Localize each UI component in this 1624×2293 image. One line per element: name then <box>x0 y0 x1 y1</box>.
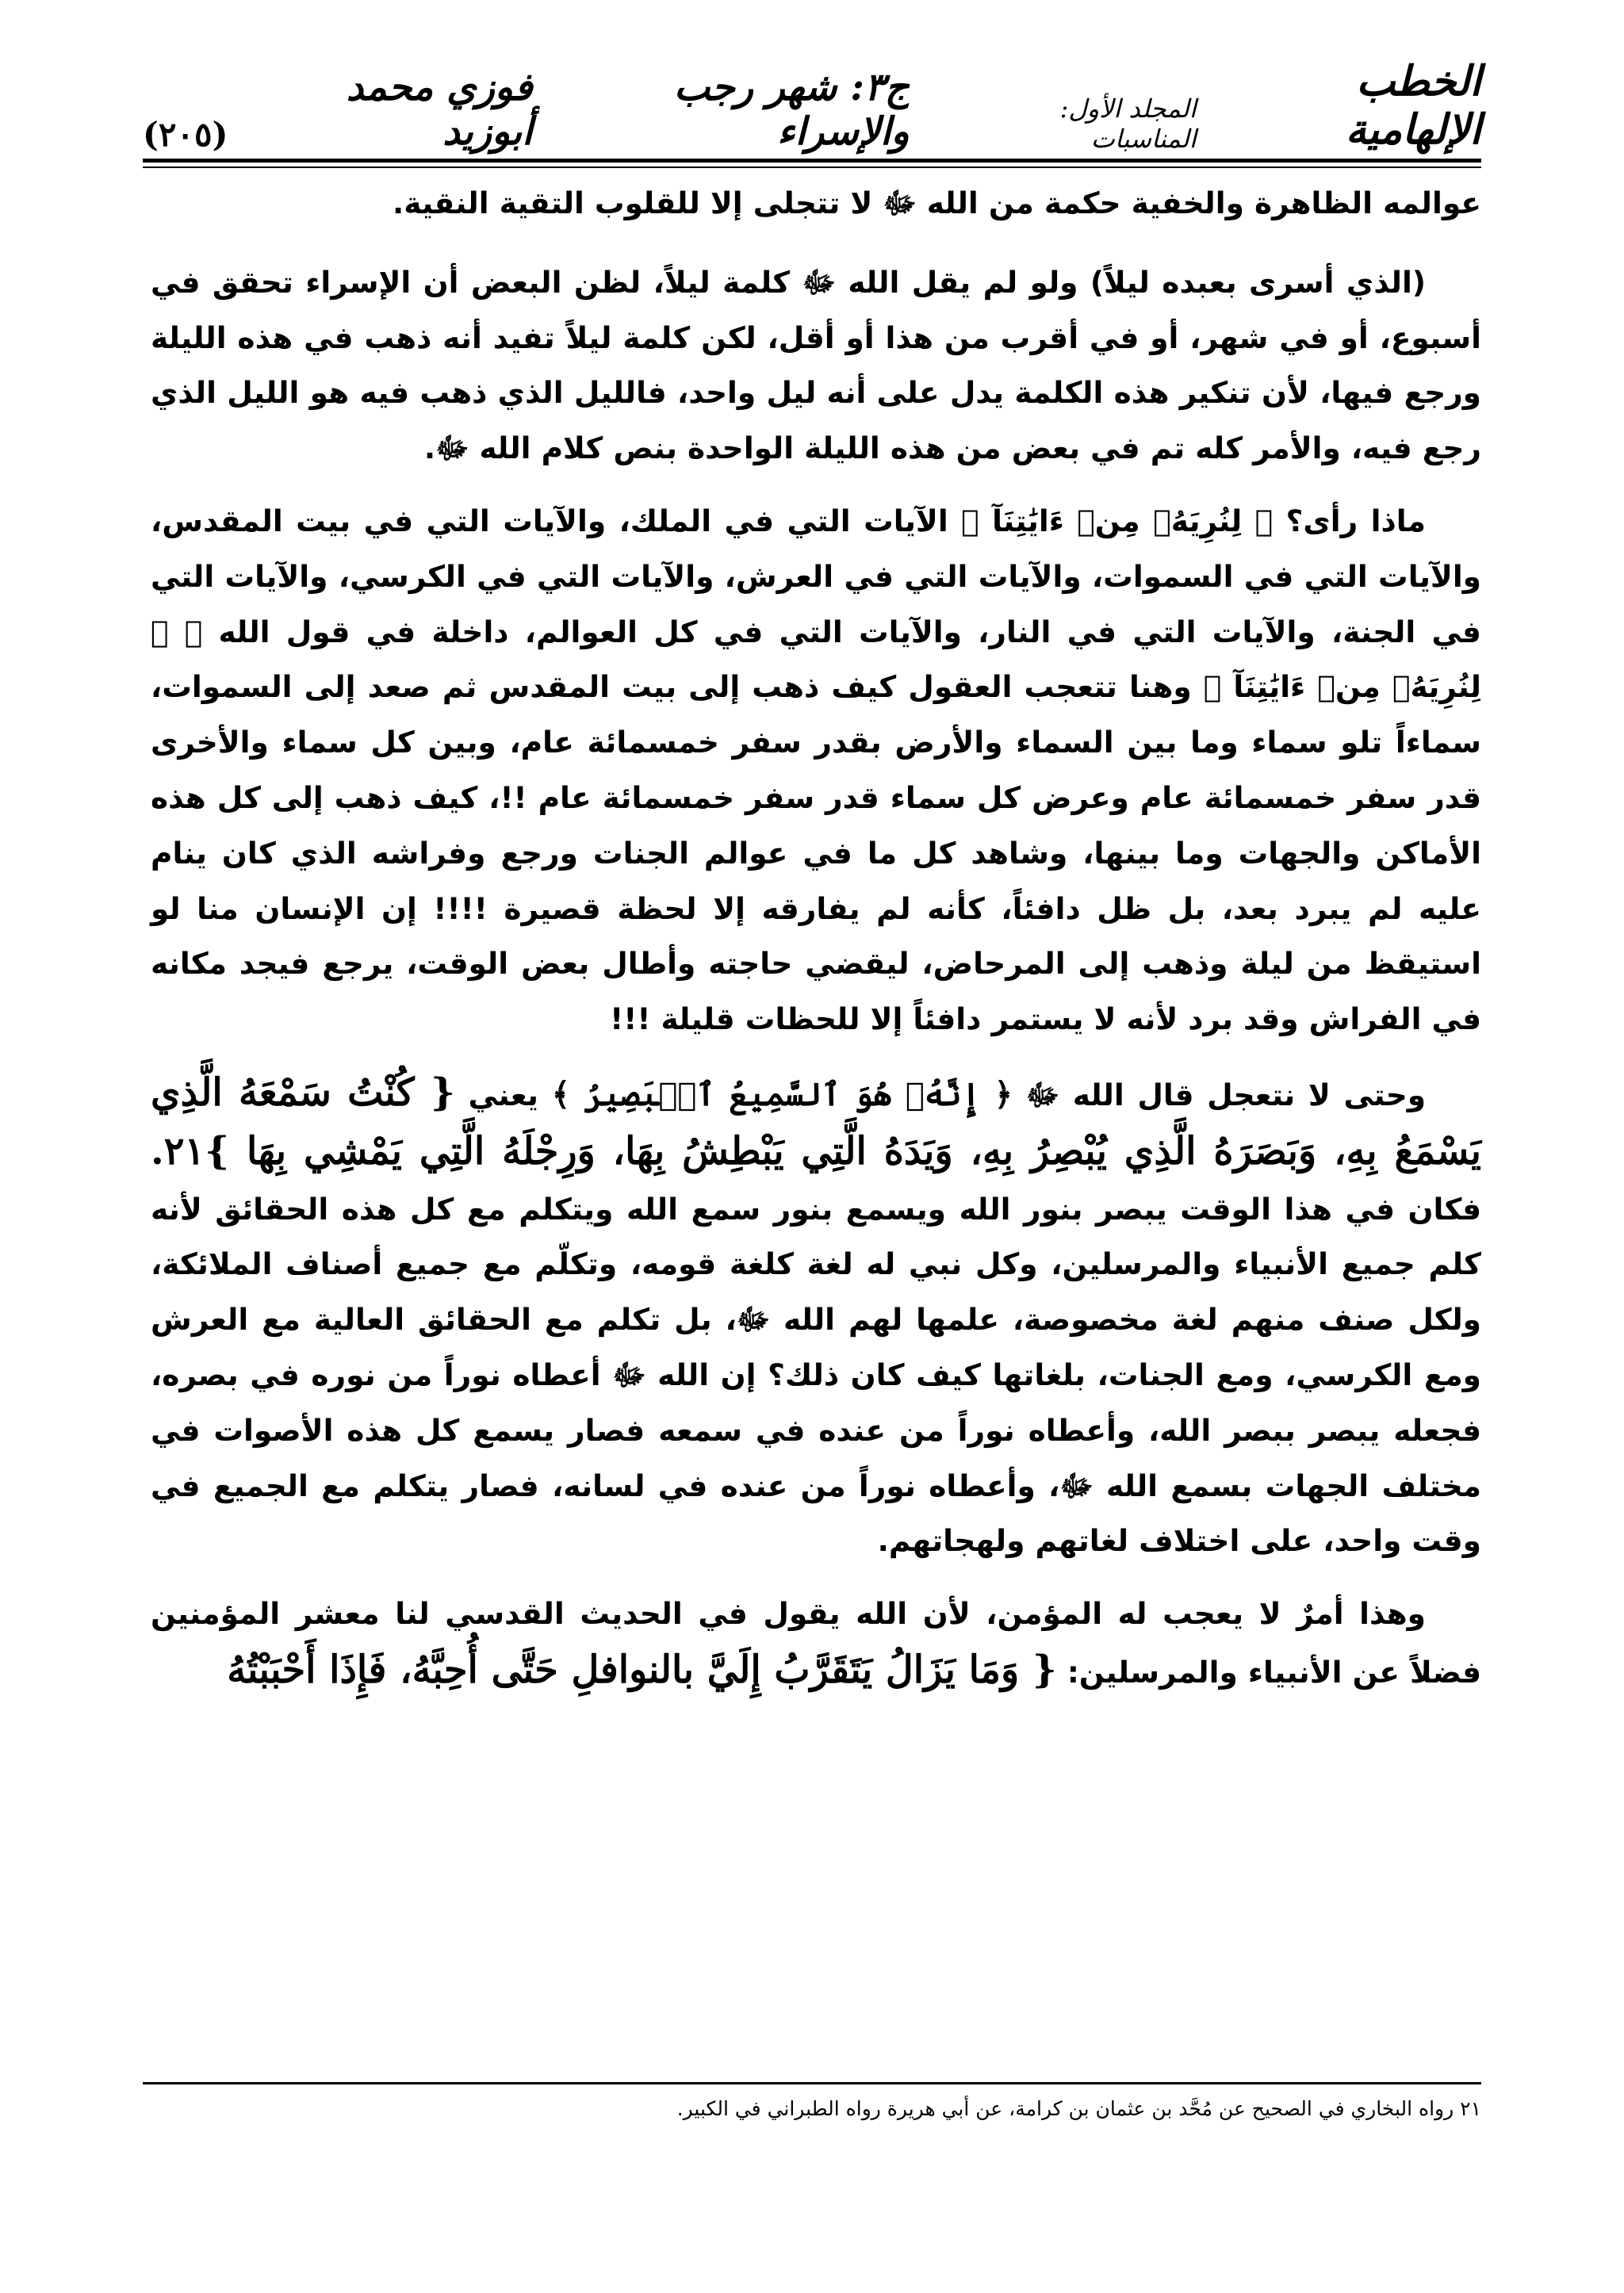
paragraph: عوالمه الظاهرة والخفية حكمة من الله ﷻ لا تتجلى إلا للقلوب التقية النقية. <box>393 186 1481 220</box>
chapter-label: ج٣: شهر رجب والإسراء <box>673 65 910 154</box>
quran-verse: ﴿ إِنَّهُۥ هُوَ ٱلسَّمِيعُ ٱلۡبَصِيرُ ﴾ <box>551 1075 1013 1113</box>
running-header <box>143 57 1481 154</box>
header-divider <box>143 159 1481 163</box>
paragraph: ماذا رأى؟ ﴿ لِنُرِيَهُۥ مِنۡ ءَايَٰتِنَآ ﴾ الآيات التي في الملك، والآيات التي في بيت المقدس، والآيات التي في السموات، والآيات التي في العرش، والآيات التي في الكرسي، والآيات التي في الجنة، والآيات التي في النار، والآيات التي في كل العوالم، داخلة في قول الله ﷻ ﴿ لِنُرِيَهُۥ مِنۡ ءَايَٰتِنَآ ﴾ وهنا تتعجب العقول كيف ذهب إلى بيت المقدس ثم صعد إلى السموات، سماءاً تلو سماء وما بين السماء والأرض بقدر سفر خمسمائة عام، وبين كل سماء والأخرى قدر سفر خمسمائة عام وعرض كل سماء قدر سفر خمسمائة عام !!، كيف ذهب إلى كل هذه الأماكن والجهات وما بينها، وشاهد كل ما في عوالم الجنات ورجع وفراشه الذي كان ينام عليه لم يبرد بعد، بل ظل دافئاً، كأنه لم يفارقه إلا لحظة قصيرة !!!! إن الإنسان منا لو استيقظ من ليلة وذهب إلى المرحاض، ليقضي حاجته وأطال بعض الوقت، يرجع فيجد مكانه في الفراش وقد برد لأنه لا يستمر دافئاً إلا للحظات قليلة !!! <box>151 503 1481 1037</box>
paragraph-body: فكان في هذا الوقت يبصر بنور الله ويسمع بنور سمع الله ويتكلم مع كل هذه الحقائق لأنه كلم جميع الأنبياء والمرسلين، وكل نبي له لغة كلغة قومه، وتكلّم مع جميع أصناف الملائكة، ولكل صنف منهم لغة مخصوصة، علمها لهم الله ﷻ، بل تكلم مع الحقائق العالية مع العرش ومع الكرسي، ومع الجنات، بلغاتها كيف كان ذلك؟ إن الله ﷻ أعطاه نوراً من نوره في بصره، فجعله يبصر ببصر الله، وأعطاه نوراً من عنده في سمعه فصار يسمع كل هذه الأصوات في مختلف الجهات بسمع الله ﷻ، وأعطاه نوراً من عنده في لسانه، فصار يتكلم مع الجميع في وقت واحد، على اختلاف لغاتهم ولهجاتهم. <box>151 1191 1481 1559</box>
paragraph <box>151 1587 1481 1701</box>
paragraph-lead: وهذا أمرٌ لا يعجب له المؤمن، لأن الله يقول في الحديث القدسي لنا معشر المؤمنين فضلاً عن الأنبياء والمرسلين: <box>151 1596 1481 1690</box>
paragraph-connector: يعني <box>468 1077 538 1112</box>
volume-label: المجلد الأول: المناسبات <box>1059 94 1197 154</box>
header-left-group <box>143 65 533 154</box>
footnote: ٢١ رواه البخاري في الصحيح عن مُحَّد بن عثمان بن كرامة، عن أبي هريرة رواه الطبراني في الكبير. <box>676 2097 1481 2120</box>
paragraph <box>151 1065 1481 1569</box>
hadith-quote: { وَمَا يَزَالُ يَتَقَرَّبُ إِلَيَّ بالنوافلِ حَتَّى أُحِبَّهُ، فَإِذَا أَحْبَبْتُهُ <box>227 1647 1057 1692</box>
page-number: (٢٠٥) <box>143 115 228 154</box>
paragraph-lead: وحتى لا نتعجل قال الله ﷻ <box>1025 1077 1427 1112</box>
body-text <box>151 176 1481 1718</box>
paragraph: (الذي أسرى بعبده ليلاً) ولو لم يقل الله ﷻ كلمة ليلاً، لظن البعض أن الإسراء تحقق في أسبوع، أو في شهر، أو في أقرب من هذا أو أقل، لكن كلمة ليلاً تفيد أنه ذهب في هذه الليلة ورجع فيها، لأن تنكير هذه الكلمة يدل على أنه ليل واحد، فالليل الذي ذهب فيه هو الليل الذي رجع فيه، والأمر كله تم في بعض من هذه الليلة الواحدة بنص كلام الله ﷻ. <box>151 264 1481 466</box>
footnote-divider <box>143 2082 1481 2084</box>
header-divider-thin <box>143 167 1481 168</box>
author-name: فوزي محمد أبوزيد <box>346 65 533 154</box>
header-right-group <box>533 57 1481 154</box>
book-title: الخطب الإلهامية <box>1345 57 1481 154</box>
hadith-quote: { كُنْتُ سَمْعَهُ الَّذِي يَسْمَعُ بِهِ، وَبَصَرَهُ الَّذِي يُبْصِرُ بِهِ، وَيَدَهُ الَّتِي يَبْطِشُ بِهَا، وَرِجْلَهُ الَّتِي يَمْشِي بِهَا }٢١. <box>151 1070 1482 1173</box>
